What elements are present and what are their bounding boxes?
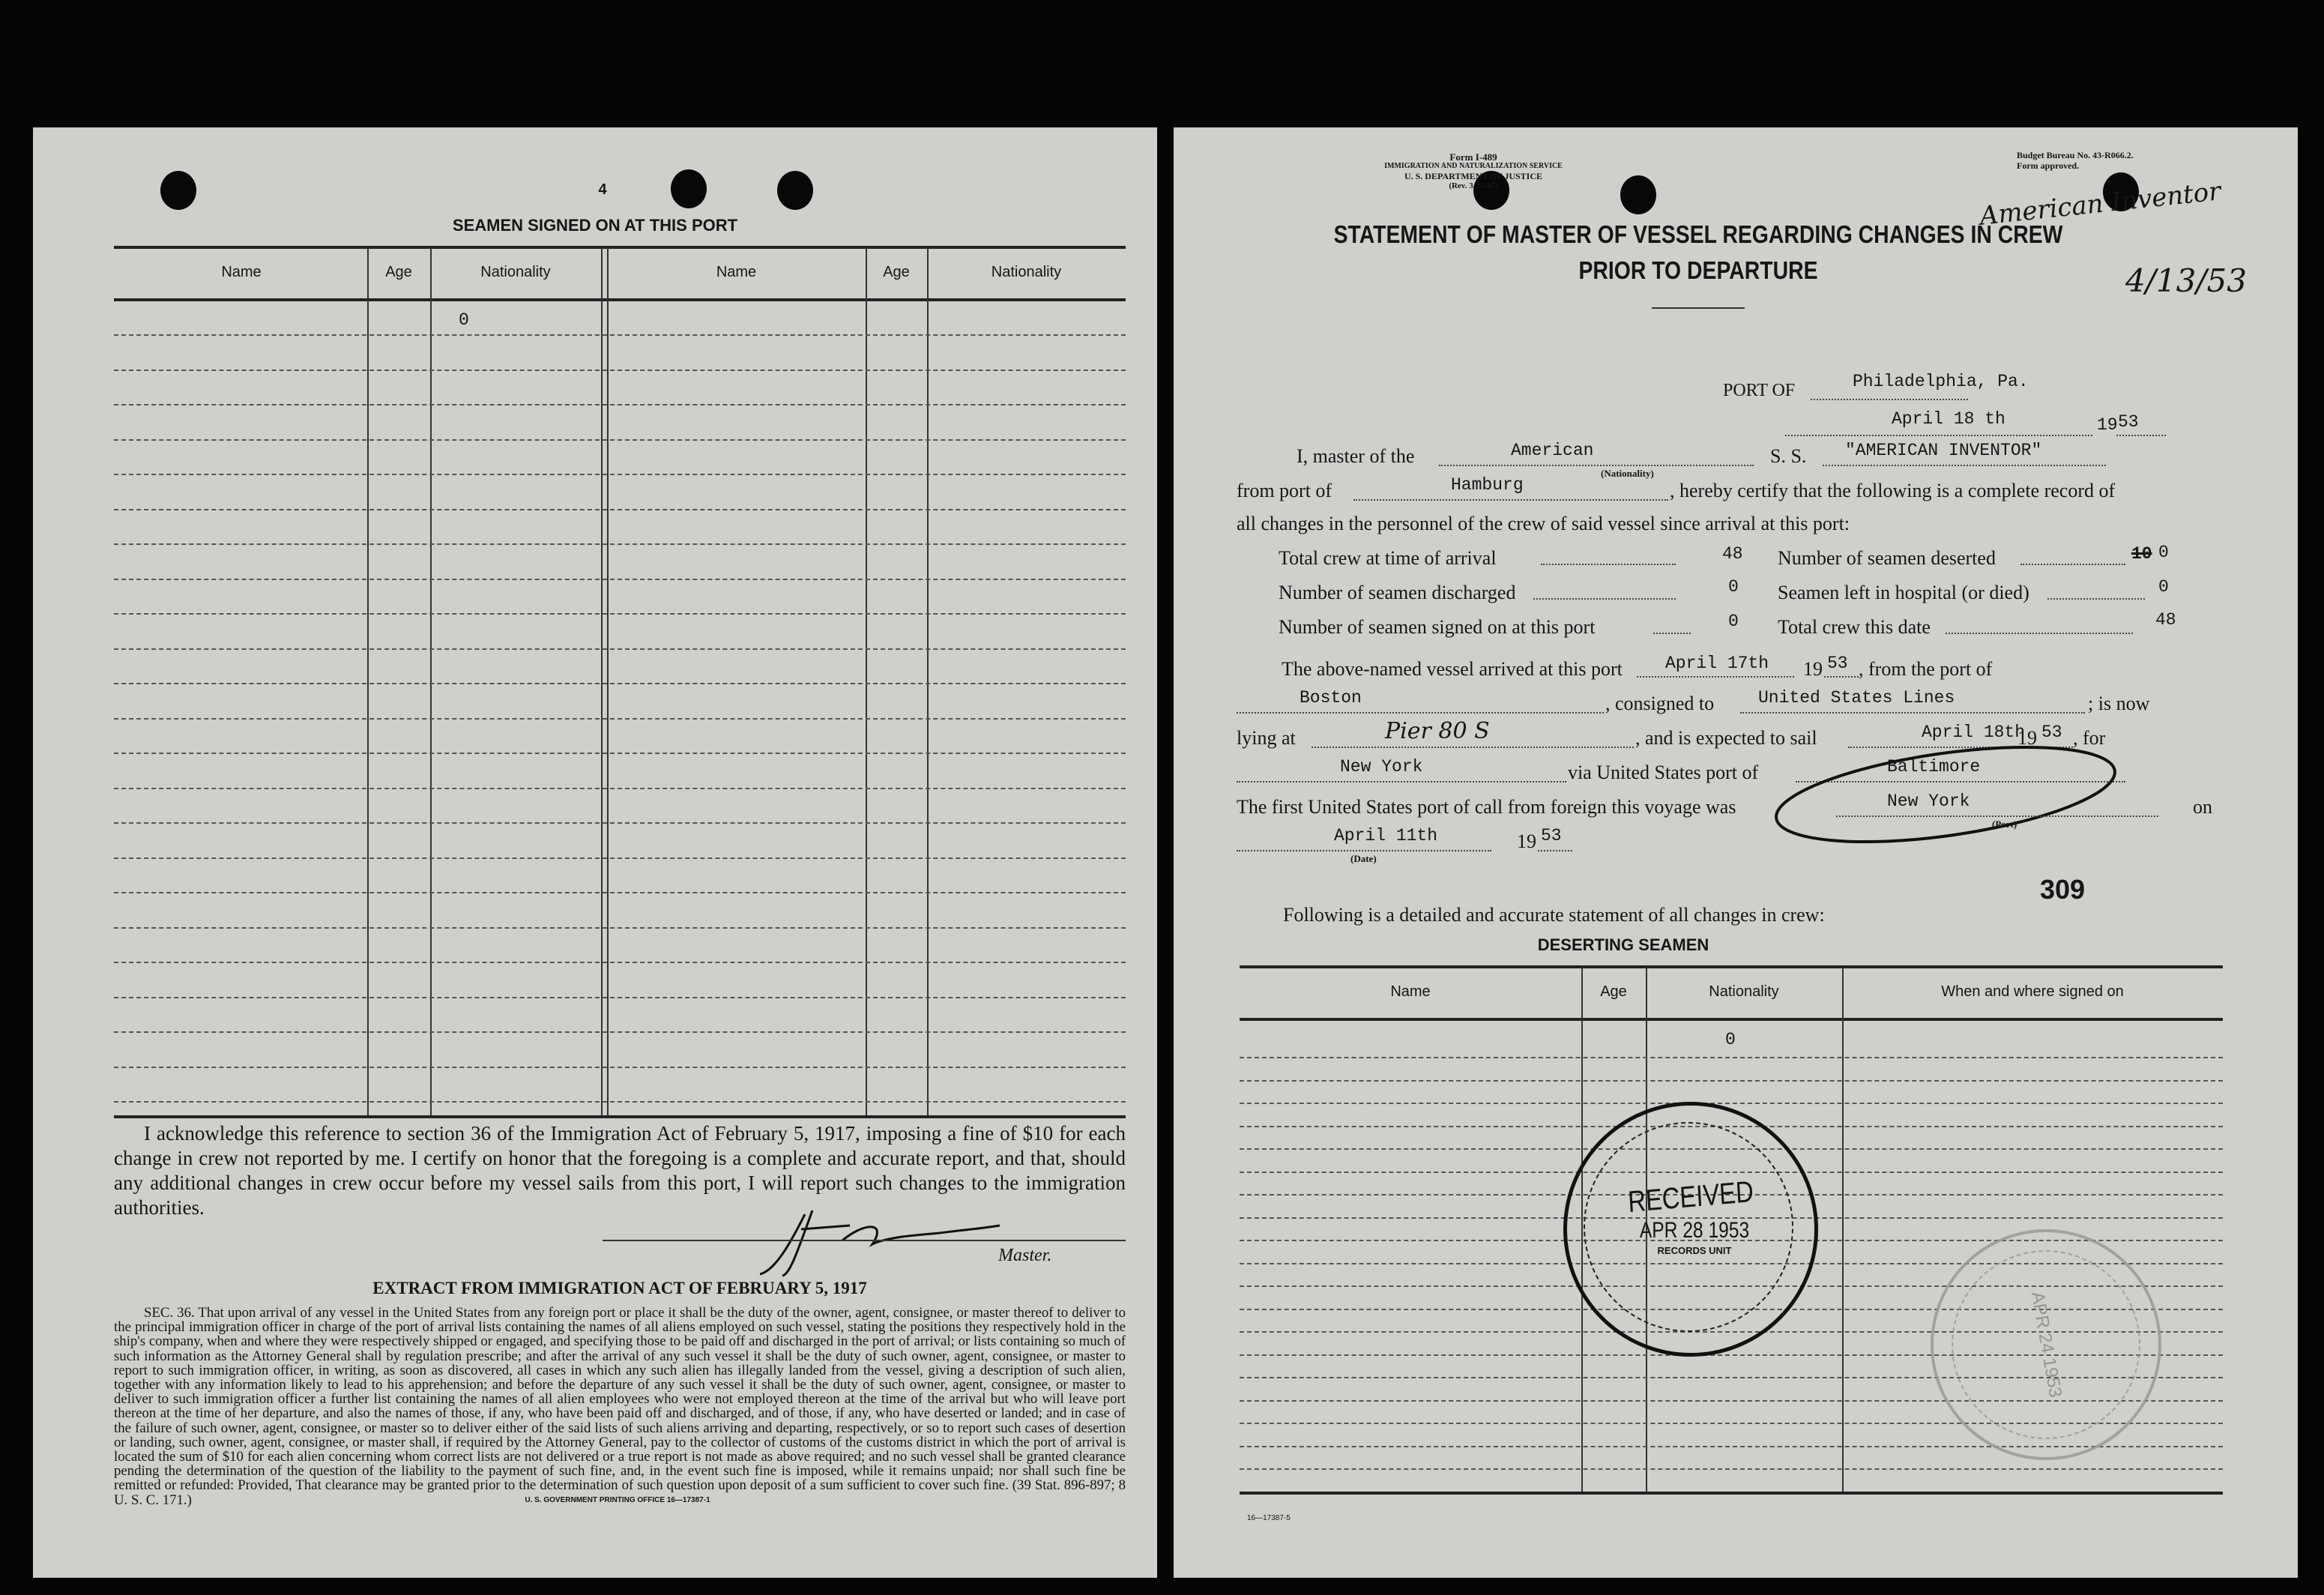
signed-on-leader	[1653, 633, 1691, 634]
column-divider	[367, 247, 369, 1117]
column-header-nationality: Nationality	[991, 264, 1062, 280]
received-stamp-date: APR 28 1953	[1639, 1218, 1750, 1243]
column-divider-double	[601, 247, 609, 1117]
port-field-line	[1811, 399, 1968, 400]
table-row-rule	[114, 613, 1126, 615]
table-row-rule	[114, 1067, 1126, 1068]
table-row-rule	[114, 892, 1126, 893]
destination-value: New York	[1340, 757, 1423, 777]
table-row-rule	[114, 997, 1126, 998]
table-row-rule	[114, 753, 1126, 754]
agency-line-1: IMMIGRATION AND NATURALIZATION SERVICE	[1384, 162, 1563, 170]
received-stamp-word: RECEIVED	[1627, 1175, 1754, 1219]
footer-code: 16—17387-5	[1247, 1514, 1291, 1522]
first-date-year-line	[1538, 850, 1572, 851]
date-field-line	[1785, 435, 2092, 436]
table-row-rule	[114, 404, 1126, 405]
first-date-field-line	[1237, 850, 1491, 851]
arrived-year-line	[1824, 676, 1859, 678]
sail-value: April 18th	[1922, 723, 2026, 742]
table-row-rule	[114, 1101, 1126, 1103]
port-caption: (Port)	[1992, 818, 2017, 830]
year-value: 53	[2118, 412, 2139, 432]
from-port-value: Hamburg	[1451, 475, 1524, 495]
form-title-line-2: PRIOR TO DEPARTURE	[1578, 256, 1818, 284]
all-changes-text: all changes in the personnel of the crew of said vessel since arrival at this port:	[1237, 513, 1850, 534]
discharged-value: 0	[1728, 577, 1739, 597]
form-number: Form I-489	[1449, 151, 1497, 163]
table-row-rule	[114, 962, 1126, 963]
vessel-field-line	[1823, 465, 2106, 466]
table-row-rule	[114, 439, 1126, 441]
table-bottom-rule	[1240, 1492, 2223, 1495]
agency-line-2: U. S. DEPARTMENT OF JUSTICE	[1404, 171, 1543, 181]
master-prefix: I, master of the	[1297, 445, 1415, 467]
date-value: April 18 th	[1892, 409, 2005, 429]
table-top-rule	[1240, 965, 2223, 968]
table-row-rule	[114, 857, 1126, 859]
nationality-field-line	[1439, 465, 1754, 466]
form-title-line-1: STATEMENT OF MASTER OF VESSEL REGARDING CHANGES IN CREW	[1333, 220, 2063, 248]
table-bottom-rule	[114, 1115, 1126, 1118]
extract-text: SEC. 36. That upon arrival of any vessel in the United States from any foreign port or place it shall be the duty of the owner, agent, consignee, or master thereof to deliver to the principal immigration officer in charge of the port of arrival lists containing the names of all aliens employed on such vessel, stating the positions they respectively hold in the ship's company, when and where they were respectively shipped or engaged, and specifying those to be paid off and discharged in the port of arrival; or lists containing so much of such information as the Attorney General shall by regulation prescribe; and after the arrival of any such vessel it shall be the duty of such owner, agent, consignee, or master to report to such immigration officer, in writing, as soon as discovered, all cases in which any such alien has illegally landed from the vessel, giving a description of such alien, together with any information likely to lead to his apprehension; and before the departure of any such vessel it shall be the duty of such owner, agent, consignee, or master to deliver to such immigration officer a further list containing the names of all alien employees who were not employed thereon at the time of the arrival but who will leave port thereon at the time of her departure, and also the names of those, if any, who have been paid off and discharged, and of those, if any, who have deserted or landed; and in case of the failure of such owner, agent, consignee, or master so to deliver either of the said lists of such aliens arriving and departing, respectively, or so to report such cases of desertion or landing, such owner, agent, consignee, or master shall, if required by the Attorney General, pay to the collector of customs of the customs district in which the port of arrival is located the sum of $10 for each alien concerning whom correct lists are not delivered or a true report is not made as above required; and no such vessel shall be granted clearance pending the determination of the question of the liability to the payment of such fine, and, in the event such fine is imposed, while it remains unpaid; nor shall such fine be remitted or refunded: Provided, That clearance may be granted prior to the determination of such question upon deposit of a sum sufficient to cover such fine. (39 Stat. 896-897; 8 U. S. C. 171.)	[114, 1305, 1126, 1508]
column-header-age: Age	[385, 264, 412, 280]
arrived-field-line	[1637, 676, 1794, 678]
via-label: via United States port of	[1568, 762, 1759, 783]
from-port-label: from port of	[1237, 480, 1332, 501]
received-stamp-unit: RECORDS UNIT	[1657, 1245, 1732, 1256]
year-prefix: 19	[2097, 415, 2118, 435]
following-text: Following is a detailed and accurate statement of all changes in crew:	[1283, 904, 1825, 926]
title-underline	[1652, 307, 1745, 309]
column-header-nationality: Nationality	[480, 264, 551, 280]
table-row-rule	[114, 927, 1126, 929]
total-arrival-value: 48	[1722, 544, 1743, 564]
deserted-struck-value: 10	[2131, 544, 2152, 564]
faint-stamp	[1931, 1229, 2161, 1460]
punch-hole	[671, 169, 707, 208]
origin-field-line	[1237, 712, 1604, 714]
table-row-rule	[114, 334, 1126, 336]
via-value: Baltimore	[1887, 757, 1981, 777]
column-header-name: Name	[1390, 983, 1431, 1000]
table-row-rule	[114, 474, 1126, 475]
column-header-nationality: Nationality	[1709, 983, 1779, 1000]
punch-hole	[160, 171, 196, 210]
column-divider	[1842, 967, 1844, 1492]
deserting-seamen-heading: DESERTING SEAMEN	[1537, 935, 1709, 954]
handwritten-annotation-name: American Inventor	[1978, 176, 2223, 232]
for-label: , for	[2073, 727, 2106, 749]
from-port-field-line	[1353, 499, 1668, 501]
expected-label: , and is expected to sail	[1635, 727, 1817, 749]
certify-text: , hereby certify that the following is a complete record of	[1670, 480, 2116, 501]
deserted-value: 0	[2158, 543, 2169, 562]
table-row-rule	[1240, 1080, 2223, 1082]
deserted-leader	[2020, 564, 2125, 565]
consigned-label: , consigned to	[1605, 693, 1715, 714]
table-row-rule	[114, 370, 1126, 371]
table-row-rule	[114, 683, 1126, 684]
extract-heading: EXTRACT FROM IMMIGRATION ACT OF FEBRUARY 5, 1917	[372, 1279, 867, 1297]
total-arrival-leader	[1541, 564, 1676, 565]
gpo-line: U. S. GOVERNMENT PRINTING OFFICE 16—17387-1	[525, 1496, 710, 1504]
table-row-rule	[114, 509, 1126, 510]
column-header-name: Name	[716, 264, 757, 280]
table-row-rule	[1240, 1468, 2223, 1470]
date-caption: (Date)	[1350, 853, 1377, 864]
signed-on-value: 0	[1728, 612, 1739, 631]
sail-year-prefix: 19	[2017, 727, 2037, 749]
table-cell-nationality: 0	[459, 310, 469, 330]
port-label: PORT OF	[1723, 381, 1796, 400]
total-date-label: Total crew this date	[1778, 616, 1931, 638]
received-stamp	[1563, 1102, 1818, 1357]
arrived-label: The above-named vessel arrived at this port	[1282, 658, 1623, 680]
table-row-rule	[1240, 1057, 2223, 1058]
first-port-value: New York	[1887, 792, 1970, 811]
total-date-value: 48	[2155, 610, 2176, 630]
stamped-number: 309	[2040, 874, 2086, 905]
table-row-rule	[114, 718, 1126, 720]
from-the-port-label: , from the port of	[1859, 658, 1993, 680]
port-value: Philadelphia, Pa.	[1853, 372, 2029, 391]
first-date-year-value: 53	[1541, 826, 1562, 845]
lying-value: Pier 80 S	[1385, 718, 1490, 744]
punch-hole	[777, 171, 813, 210]
master-signature-line	[603, 1240, 1126, 1241]
table-cell-nationality: 0	[1725, 1030, 1736, 1049]
table-row-rule	[114, 543, 1126, 545]
column-divider	[430, 247, 432, 1117]
discharged-leader	[1533, 598, 1676, 600]
total-arrival-label: Total crew at time of arrival	[1279, 547, 1497, 569]
ss-label: S. S.	[1770, 445, 1807, 467]
on-label: on	[2193, 796, 2212, 818]
lying-at-label: lying at	[1237, 727, 1296, 749]
arrived-year-value: 53	[1827, 654, 1848, 673]
origin-value: Boston	[1300, 688, 1362, 708]
handwritten-annotation-date: 4/13/53	[2125, 262, 2247, 299]
first-port-label: The first United States port of call from foreign this voyage was	[1237, 796, 1736, 818]
table-row-rule	[1240, 1103, 2223, 1104]
nationality-caption: (Nationality)	[1601, 468, 1654, 479]
total-date-leader	[1946, 633, 2133, 634]
budget-bureau-number: Budget Bureau No. 43-R066.2.	[2017, 150, 2134, 160]
column-divider	[866, 247, 867, 1117]
destination-field-line	[1237, 781, 1566, 783]
column-header-name: Name	[221, 264, 262, 280]
right-page	[1174, 127, 2298, 1578]
sail-year-value: 53	[2041, 723, 2062, 742]
vessel-name: "AMERICAN INVENTOR"	[1845, 441, 2042, 460]
is-now-label: ; is now	[2088, 693, 2150, 714]
revision-date: (Rev. 3-22-45)	[1449, 181, 1498, 190]
year-field-line	[2116, 435, 2166, 436]
column-header-age: Age	[883, 264, 910, 280]
arrived-year-prefix: 19	[1803, 658, 1823, 680]
first-port-field-line	[1836, 815, 2158, 817]
hospital-leader	[2047, 598, 2145, 600]
table-row-rule	[114, 579, 1126, 580]
hospital-value: 0	[2158, 577, 2169, 597]
column-divider	[927, 247, 929, 1117]
column-header-when-where: When and where signed on	[1941, 983, 2124, 1000]
table-row-rule	[114, 648, 1126, 650]
consigned-value: United States Lines	[1758, 688, 1955, 708]
lying-field-line	[1312, 747, 1634, 748]
signed-on-label: Number of seamen signed on at this port	[1279, 616, 1596, 638]
table-row-rule	[114, 788, 1126, 789]
arrived-value: April 17th	[1665, 654, 1769, 673]
table-header-rule	[114, 298, 1126, 301]
consigned-field-line	[1740, 712, 2085, 714]
table-top-rule	[114, 246, 1126, 249]
first-date-year-prefix: 19	[1517, 830, 1536, 852]
form-approved: Form approved.	[2017, 160, 2080, 171]
acknowledgement-text: I acknowledge this reference to section 36 of the Immigration Act of February 5, 1917, imposing a fine of $10 for each change in crew not reported by me. I certify on honor that the foregoing is a complete and accurate report, and that, should any additional changes in crew occur before my vessel sails from this port, I will report such changes to the immigration authorities.	[114, 1122, 1126, 1219]
left-page	[33, 127, 1157, 1578]
discharged-label: Number of seamen discharged	[1279, 582, 1516, 603]
nationality-value: American	[1511, 441, 1594, 460]
hospital-label: Seamen left in hospital (or died)	[1778, 582, 2029, 603]
table-header-rule	[1240, 1018, 2223, 1021]
page-number: 4	[598, 181, 607, 198]
column-header-age: Age	[1600, 983, 1627, 1000]
table-row-rule	[114, 1031, 1126, 1033]
first-date-value: April 11th	[1334, 826, 1438, 845]
faint-stamp-date: APR 24 1953	[2026, 1290, 2066, 1399]
table-row-rule	[114, 822, 1126, 824]
master-label: Master.	[998, 1246, 1052, 1265]
seamen-signed-on-heading: SEAMEN SIGNED ON AT THIS PORT	[452, 216, 738, 235]
deserted-label: Number of seamen deserted	[1778, 547, 1996, 569]
